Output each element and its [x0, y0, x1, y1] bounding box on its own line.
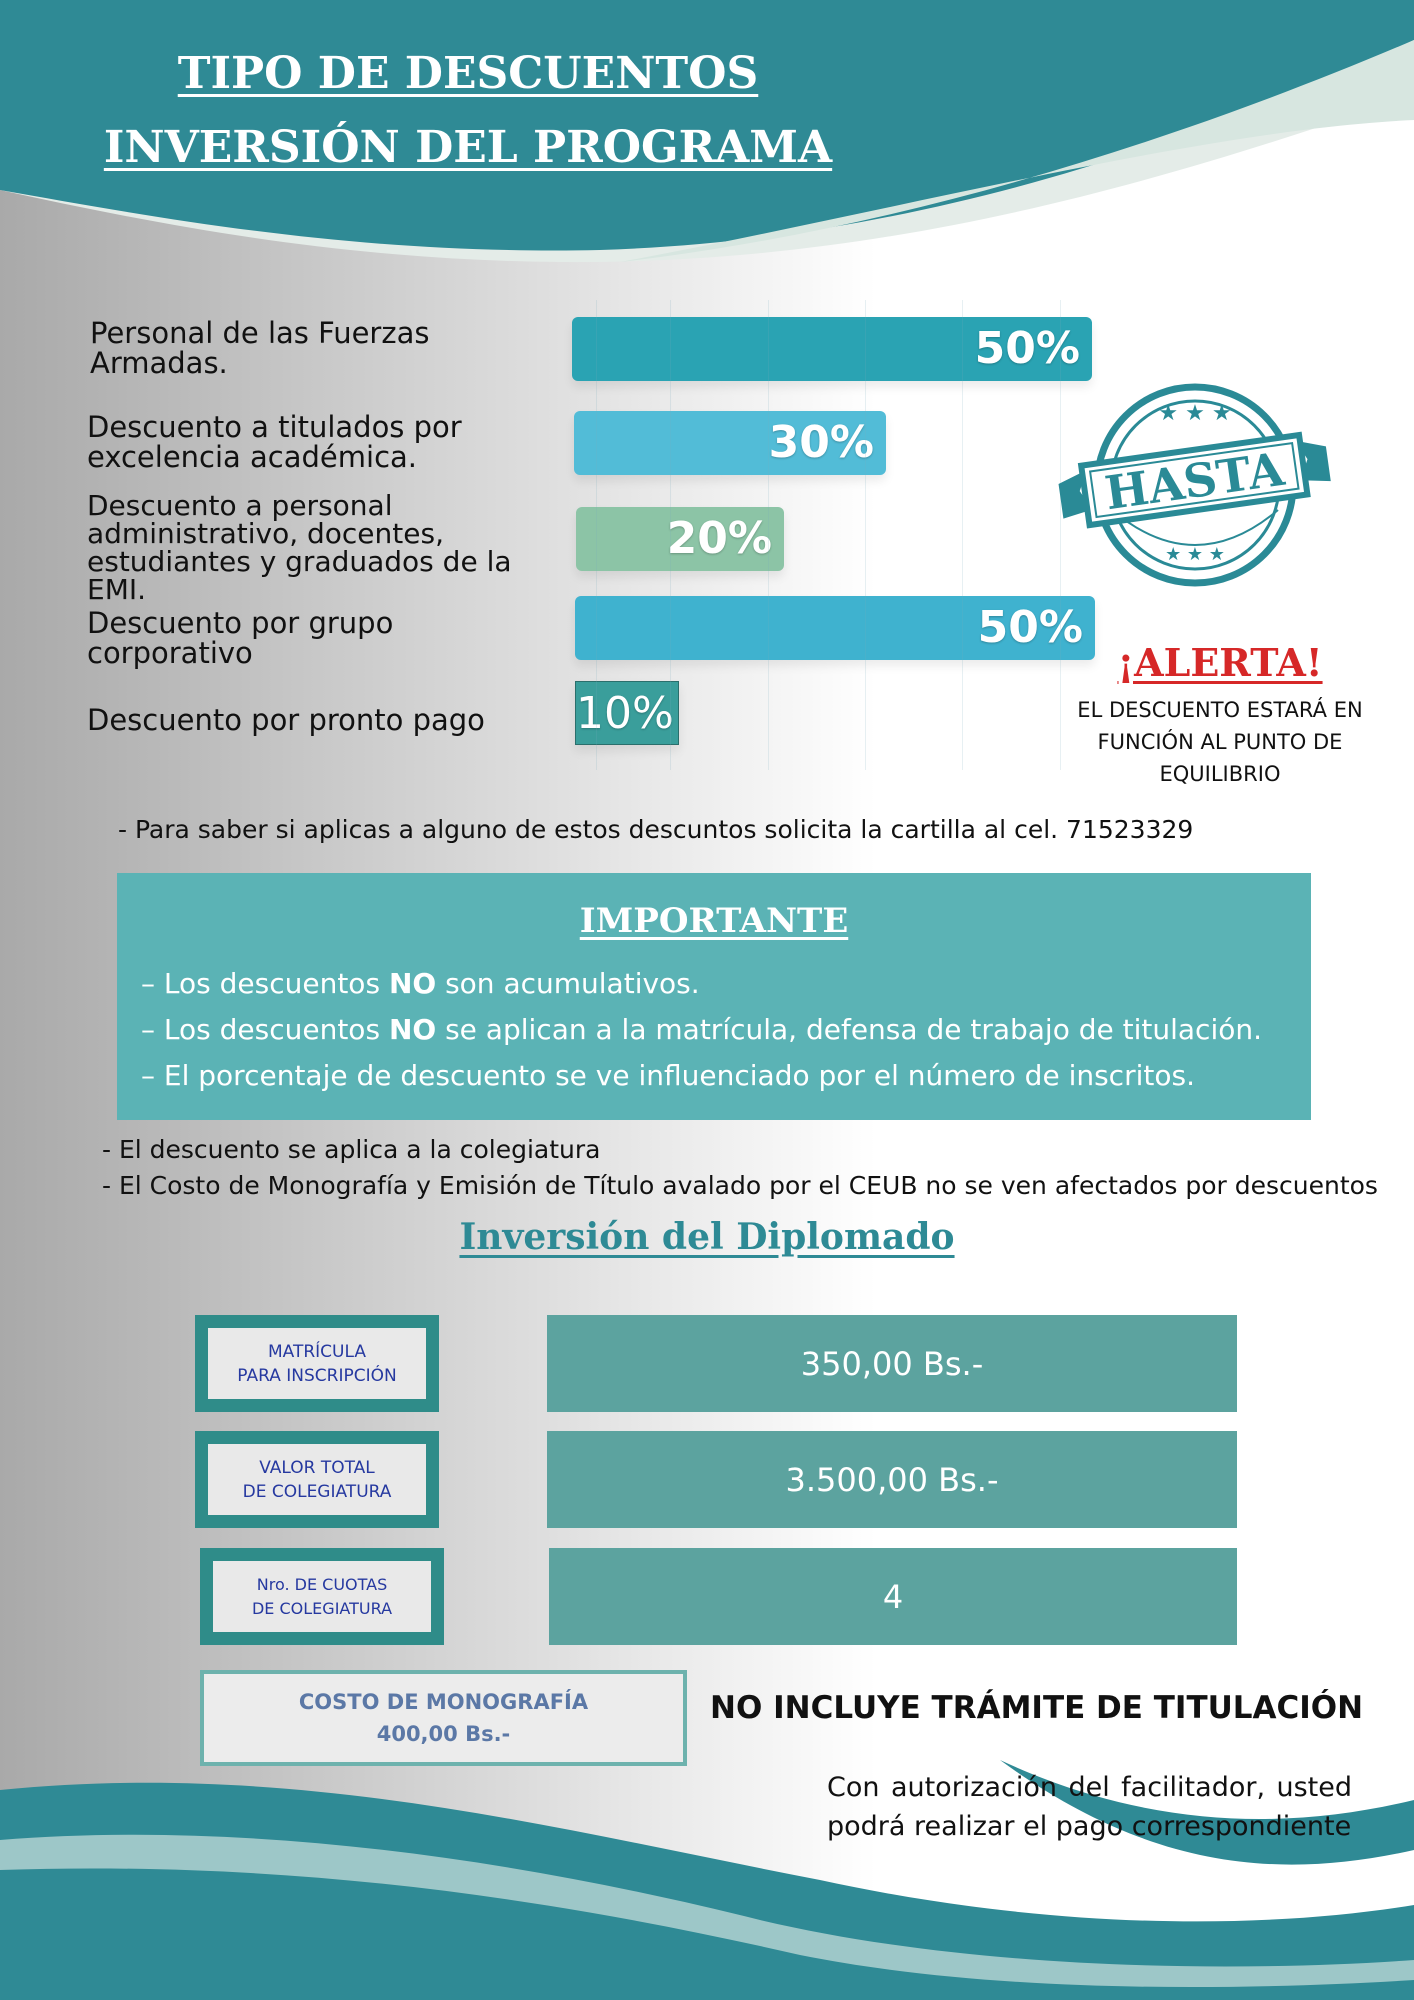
discount-bar: 30% [574, 411, 886, 475]
monografia-label: COSTO DE MONOGRAFÍA [298, 1690, 589, 1714]
page-title-line1: TIPO DE DESCUENTOS [177, 48, 759, 99]
grid-line [865, 300, 866, 770]
colegiatura-value: 3.500,00 Bs.- [547, 1431, 1237, 1528]
discount-bar: 50% [575, 596, 1095, 660]
note-monografia: - El Costo de Monografía y Emisión de Título avalado por el CEUB no se ven afectados por descuentos [102, 1171, 1378, 1200]
important-item: – Los descuentos NO se aplican a la matrícula, defensa de trabajo de titulación. [141, 1013, 1263, 1046]
matricula-value: 350,00 Bs.- [547, 1315, 1237, 1412]
grid-line [596, 300, 597, 770]
cuotas-label: Nro. DE CUOTAS DE COLEGIATURA [200, 1548, 444, 1645]
page-title-line2: INVERSIÓN DEL PROGRAMA [103, 122, 833, 173]
alert-text: EL DESCUENTO ESTARÁ EN FUNCIÓN AL PUNTO DE EQUILIBRIO [1077, 698, 1363, 786]
monografia-cost-box [200, 1670, 687, 1766]
monografia-value: 400,00 Bs.- [376, 1722, 511, 1746]
alert-title: ¡ALERTA! [1117, 640, 1323, 685]
colegiatura-label: VALOR TOTAL DE COLEGIATURA [195, 1431, 439, 1528]
discount-bar: 20% [576, 507, 784, 571]
discount-label-4: Descuento por grupo corporativo [87, 606, 394, 670]
grid-line [670, 300, 671, 770]
cuotas-value: 4 [549, 1548, 1237, 1645]
svg-text:★ ★ ★: ★ ★ ★ [1165, 544, 1225, 565]
svg-text:★ ★ ★: ★ ★ ★ [1158, 401, 1232, 426]
investment-title: Inversión del Diplomado [459, 1216, 955, 1258]
important-title: IMPORTANTE [579, 901, 849, 941]
discount-label-2: Descuento a titulados por excelencia académica. [87, 410, 462, 474]
discount-label-3: Descuento a personal administrativo, docentes, estudiantes y graduados de la EMI. [87, 489, 512, 606]
matricula-label: MATRÍCULA PARA INSCRIPCIÓN [195, 1315, 439, 1412]
important-item: – El porcentaje de descuento se ve influenciado por el número de inscritos. [141, 1059, 1195, 1092]
important-box [117, 873, 1311, 1120]
discount-label-5: Descuento por pronto pago [87, 703, 485, 737]
contact-note: - Para saber si aplicas a alguno de estos descuntos solicita la cartilla al cel. 71523329 [118, 815, 1194, 844]
stamp-text: HASTA [1101, 441, 1288, 521]
no-incluye-notice: NO INCLUYE TRÁMITE DE TITULACIÓN [710, 1690, 1364, 1726]
grid-line [768, 300, 769, 770]
discount-bar: 50% [572, 317, 1092, 381]
grid-line [962, 300, 963, 770]
note-colegiatura: - El descuento se aplica a la colegiatura [102, 1135, 601, 1164]
stamp-icon [1050, 380, 1340, 590]
important-item: – Los descuentos NO son acumulativos. [141, 967, 700, 1000]
discount-label-1: Personal de las Fuerzas Armadas. [90, 316, 430, 380]
discount-bar: 10% [575, 681, 679, 745]
authorization-text: Con autorización del facilitador, usted podrá realizar el pago correspondiente [827, 1772, 1352, 1842]
